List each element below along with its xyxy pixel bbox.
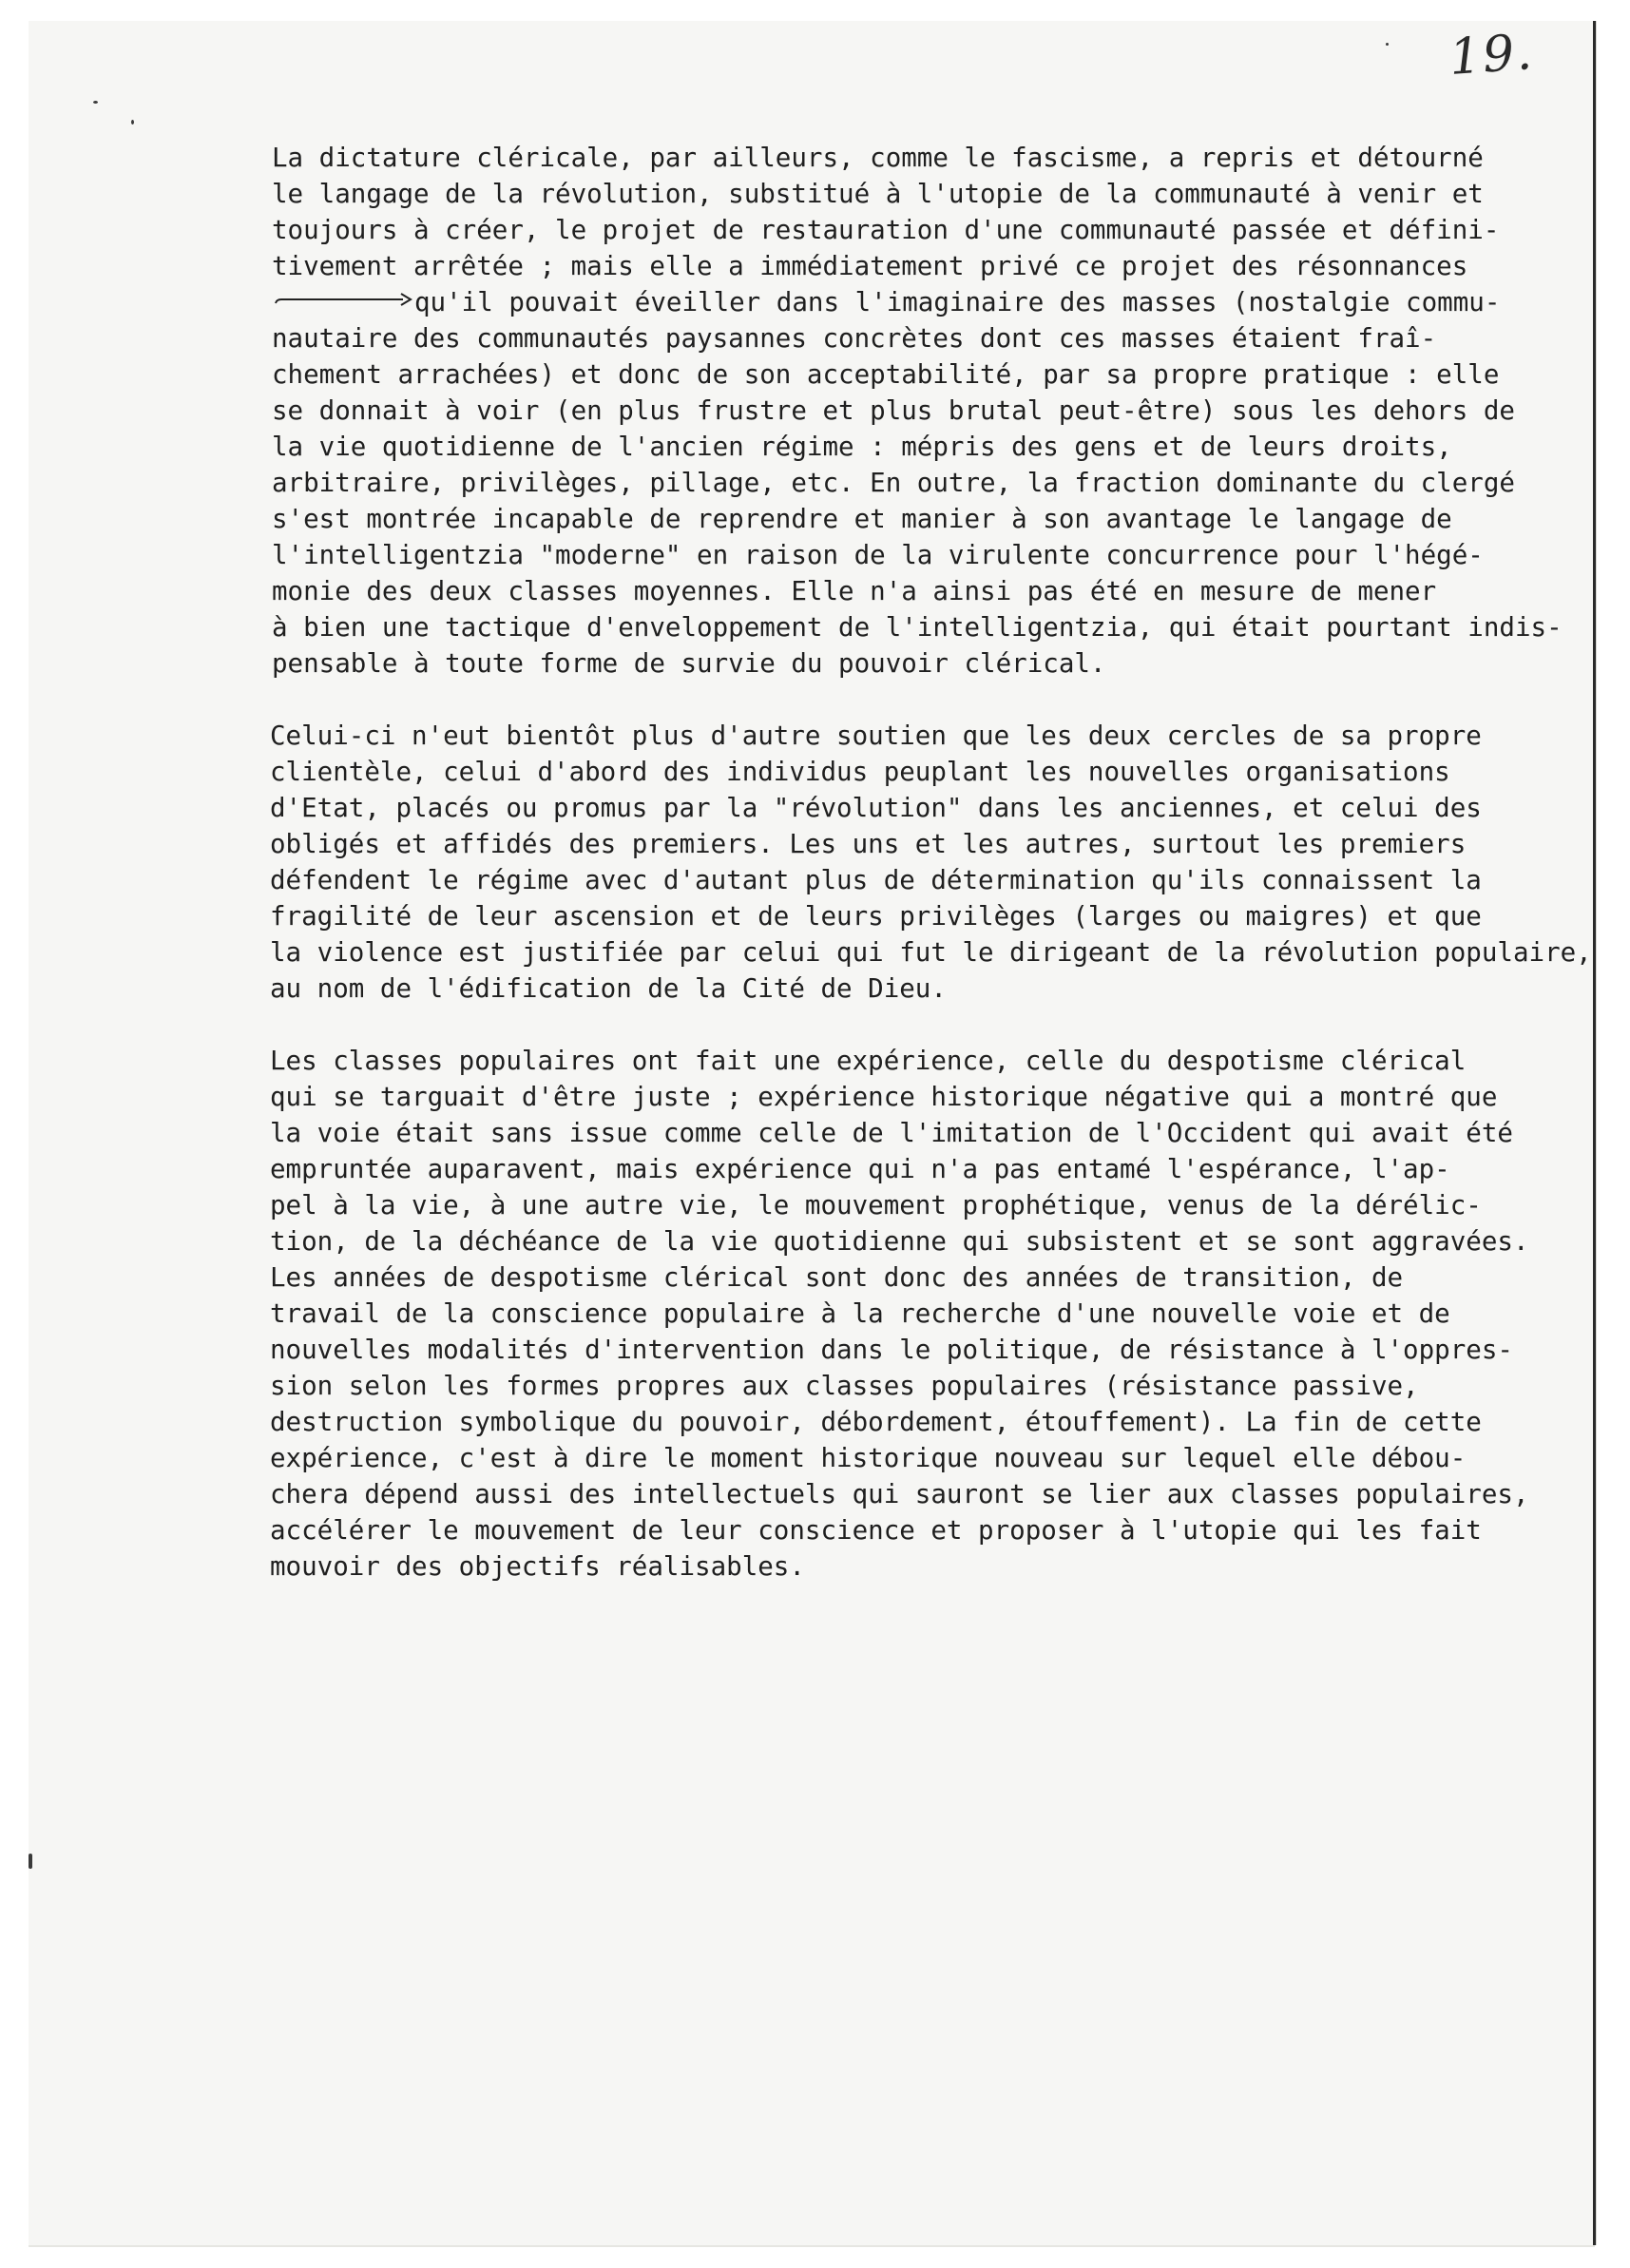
- text-line: empruntée auparavent, mais expérience qui n'a pas entamé l'espérance, l'ap-: [270, 1154, 1450, 1184]
- text-line: tivement arrêtée ; mais elle a immédiatement privé ce projet des résonnances: [272, 251, 1468, 281]
- text-line: clientèle, celui d'abord des individus peuplant les nouvelles organisations: [270, 757, 1450, 787]
- text-line: l'intelligentzia "moderne" en raison de la virulente concurrence pour l'hégé-: [272, 540, 1484, 570]
- text-line: qui se targuait d'être juste ; expérience historique négative qui a montré que: [270, 1082, 1498, 1112]
- text-line: s'est montrée incapable de reprendre et manier à son avantage le langage de: [272, 504, 1452, 534]
- text-line: toujours à créer, le projet de restauration d'une communauté passée et défini-: [272, 215, 1500, 245]
- text-line: sion selon les formes propres aux classes populaires (résistance passive,: [270, 1371, 1419, 1401]
- text-line: pel à la vie, à une autre vie, le mouvement prophétique, venus de la dérélic-: [270, 1190, 1482, 1220]
- text-line: fragilité de leur ascension et de leurs privilèges (larges ou maigres) et que: [270, 901, 1482, 932]
- text-line: chement arrachées) et donc de son acceptabilité, par sa propre pratique : elle: [272, 359, 1500, 390]
- text-line: la violence est justifiée par celui qui fut le dirigeant de la révolution populaire,: [270, 937, 1592, 968]
- text-line: obligés et affidés des premiers. Les uns et les autres, surtout les premiers: [270, 829, 1467, 859]
- paper-speck: [1386, 43, 1389, 46]
- text-line: monie des deux classes moyennes. Elle n'a ainsi pas été en mesure de mener: [272, 576, 1437, 606]
- text-line: destruction symbolique du pouvoir, débordement, étouffement). La fin de cette: [270, 1407, 1482, 1437]
- text-line: défendent le régime avec d'autant plus de détermination qu'ils connaissent la: [270, 865, 1482, 895]
- page-edge-shadow: [1593, 21, 1596, 2245]
- text-line: arbitraire, privilèges, pillage, etc. En outre, la fraction dominante du clergé: [272, 468, 1515, 498]
- paper-speck: [131, 120, 134, 125]
- text-line: Celui-ci n'eut bientôt plus d'autre soutien que les deux cercles de sa propre: [270, 721, 1482, 751]
- paper-speck: [93, 101, 98, 104]
- paragraph-1: [272, 140, 1563, 682]
- page-number: 19.: [1448, 23, 1536, 87]
- text-line: à bien une tactique d'enveloppement de l'intelligentzia, qui était pourtant indis-: [272, 612, 1563, 643]
- text-line: Les années de despotisme clérical sont donc des années de transition, de: [270, 1262, 1404, 1293]
- text-line: accélérer le mouvement de leur conscience et proposer à l'utopie qui les fait: [270, 1515, 1482, 1546]
- paragraph-3: [270, 1043, 1550, 1585]
- paper-speck: [29, 1854, 32, 1869]
- text-line: expérience, c'est à dire le moment historique nouveau sur lequel elle débou-: [270, 1443, 1467, 1473]
- text-line: la voie était sans issue comme celle de l'imitation de l'Occident qui avait été: [270, 1118, 1513, 1148]
- text-line: le langage de la révolution, substitué à l'utopie de la communauté à venir et: [272, 179, 1484, 209]
- text-line: mouvoir des objectifs réalisables.: [270, 1551, 805, 1582]
- text-line: au nom de l'édification de la Cité de Dieu.: [270, 973, 947, 1004]
- text-line: Les classes populaires ont fait une expérience, celle du despotisme clérical: [270, 1046, 1467, 1076]
- text-line: se donnait à voir (en plus frustre et plus brutal peut-être) sous les dehors de: [272, 395, 1515, 426]
- text-line: chera dépend aussi des intellectuels qui sauront se lier aux classes populaires,: [270, 1479, 1529, 1509]
- text-line: travail de la conscience populaire à la recherche d'une nouvelle voie et de: [270, 1298, 1450, 1329]
- text-line: d'Etat, placés ou promus par la "révolution" dans les anciennes, et celui des: [270, 793, 1482, 823]
- text-line: pensable à toute forme de survie du pouvoir clérical.: [272, 648, 1106, 679]
- paragraph-2: [270, 718, 1592, 1007]
- right-arrow-icon: [272, 282, 414, 318]
- text-line: nautaire des communautés paysannes concrètes dont ces masses étaient fraî-: [272, 323, 1437, 354]
- text-line: nouvelles modalités d'intervention dans le politique, de résistance à l'oppres-: [270, 1335, 1513, 1365]
- text-line: tion, de la déchéance de la vie quotidienne qui subsistent et se sont aggravées.: [270, 1226, 1529, 1257]
- text-line-with-arrow: [272, 284, 1550, 320]
- text-line: qu'il pouvait éveiller dans l'imaginaire des masses (nostalgie commu-: [414, 287, 1501, 317]
- text-line: La dictature cléricale, par ailleurs, comme le fascisme, a repris et détourné: [272, 143, 1484, 173]
- body-text: [270, 140, 1592, 1621]
- text-line: la vie quotidienne de l'ancien régime : mépris des gens et de leurs droits,: [272, 432, 1452, 462]
